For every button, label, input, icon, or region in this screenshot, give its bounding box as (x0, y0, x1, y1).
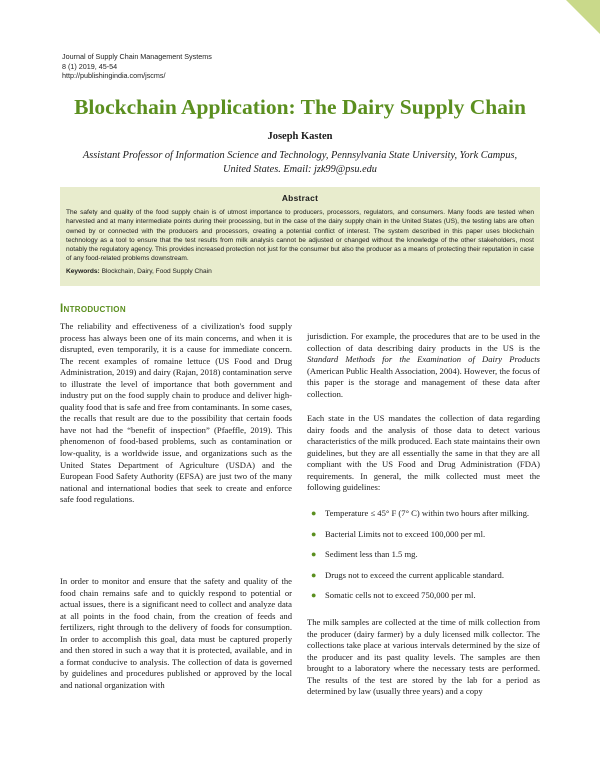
keywords (66, 267, 534, 276)
corner-decoration (566, 0, 600, 34)
introduction-heading: Introduction (60, 303, 126, 315)
author-name: Joseph Kasten (267, 131, 333, 142)
intro-paragraph-2: In order to monitor and ensure that the safety and quality of the food chain remains safe and to quickly respond to potential or actual issues, there is a significant need to collect and analyze data at all points in the food chain, from the creation of feeds and fertilizers, right through to the delivery of foods for consumption. In order to accomplish this goal, data must be captured properly and then stored in such a way that it is protected, available, and in a format conducive to analysis. The collection of data is governed by guidelines and procedures published or approved by the local and national organization with (60, 576, 292, 690)
guidelines-list (307, 508, 540, 611)
journal-name: Journal of Supply Chain Management Systems (62, 52, 212, 61)
abstract-text: The safety and quality of the food supply chain is of utmost importance to producers, processors, regulators, and consumers. Many foods are tested when harvested and at many intermediate points during their processing, but in the case of the dairy supply chain in the United States (US), the testing labs are often owned by or connected with the producers and processors, creating a potential conflict of interest. The system described in this paper uses blockchain technology as a tool to ensure that the test results from milk analysis cannot be adjusted or changed without the knowledge of the other stakeholders, most notably the regulatory agency. This provides increased protection not just for the consumer but also the producer as a means of protecting their reputation in case of any food-related problems downstream. (66, 209, 534, 263)
bullet-icon: ● (311, 590, 317, 601)
journal-url[interactable]: http://publishingindia.com/jscms/ (62, 71, 166, 80)
bullet-icon: ● (311, 569, 317, 580)
paper-title: Blockchain Application: The Dairy Supply Chain (74, 95, 526, 119)
list-item (307, 508, 540, 520)
bullet-icon: ● (311, 528, 317, 539)
intro-paragraph-3 (307, 331, 540, 400)
abstract-heading: Abstract (281, 193, 319, 203)
bullet-icon: ● (311, 508, 317, 518)
affiliation-line-2: United States. Email: jzk99@psu.edu (223, 164, 377, 175)
intro-paragraph-1: The reliability and effectiveness of a civilization's food supply process has always been one of its main concerns, and when it is disrupted, even temporarily, it is a cause for immediate concern. The recent examples of romaine lettuce (US Food and Drug Administration, 2019) and dairy (Rajan, 2018) contamination serve to illustrate the level of importance that both government and industry put on the food supply chain to produce and deliver high-quality food that is safe and free from contaminants. In some cases, the recalls that result are due to the possibility that certain foods have not had the “benefit of inspection” (Pfaeffle, 2019). This phenomenon of food-based problems, such as contamination or low-quality, is a worldwide issue, and organizations such as the United States Department of Agriculture (USDA) and the European Food Safety Authority (EFSA) are just two of the many national and international bodies that seek to create and enforce safe food regulations. (60, 321, 292, 505)
journal-issue: 8 (1) 2019, 45-54 (62, 61, 118, 71)
guideline-text: Drugs not to exceed the current applicable standard. (325, 569, 504, 580)
list-item (307, 529, 540, 541)
guideline-text: Temperature ≤ 45° F (7° C) within two hours after milking. (325, 508, 530, 518)
guideline-text: Bacterial Limits not to exceed 100,000 per ml. (325, 528, 486, 539)
cited-title: Standard Methods for the Examination of Dairy Products (307, 354, 540, 365)
paragraph-3-start: jurisdiction. For example, the procedures that are to be used in the collection of data describing dairy products in the US is the (307, 331, 540, 353)
guideline-text: Sediment less than 1.5 mg. (325, 549, 418, 560)
author-affiliation (66, 149, 534, 177)
keywords-list: Blockchain, Dairy, Food Supply Chain (101, 267, 212, 275)
intro-paragraph-5: The milk samples are collected at the time of milk collection from the producer (dairy farmer) by a duly licensed milk collector. The collections take place at various intervals determined by the size of the producer and its past quality levels. The samples are then brought to a laboratory where the necessary tests are performed. The results of the test are stored by the lab for a period as determined by law (usually three years) and a copy (307, 617, 540, 697)
paragraph-3-end: (American Public Health Association, 2004). However, the focus of this paper is the storage and management of these data after collection. (307, 365, 540, 399)
affiliation-line-1: Assistant Professor of Information Science and Technology, Pennsylvania State University, York Campus, (82, 150, 518, 161)
journal-info (62, 52, 212, 81)
list-item (307, 549, 540, 561)
keywords-label: Keywords: (66, 267, 100, 275)
list-item (307, 590, 540, 602)
bullet-icon: ● (311, 549, 317, 560)
guideline-text: Somatic cells not to exceed 750,000 per ml. (325, 590, 476, 601)
list-item (307, 570, 540, 582)
abstract-box (60, 187, 540, 286)
intro-paragraph-4: Each state in the US mandates the collection of data regarding dairy foods and the analysis of those data to detect various characteristics of the milk produced. Each state maintains their own guidelines, but they are all essentially the same in that they are all compliant with the US Food and Drug Administration (FDA) requirements. In general, the milk collected must meet the following guidelines: (307, 413, 540, 493)
